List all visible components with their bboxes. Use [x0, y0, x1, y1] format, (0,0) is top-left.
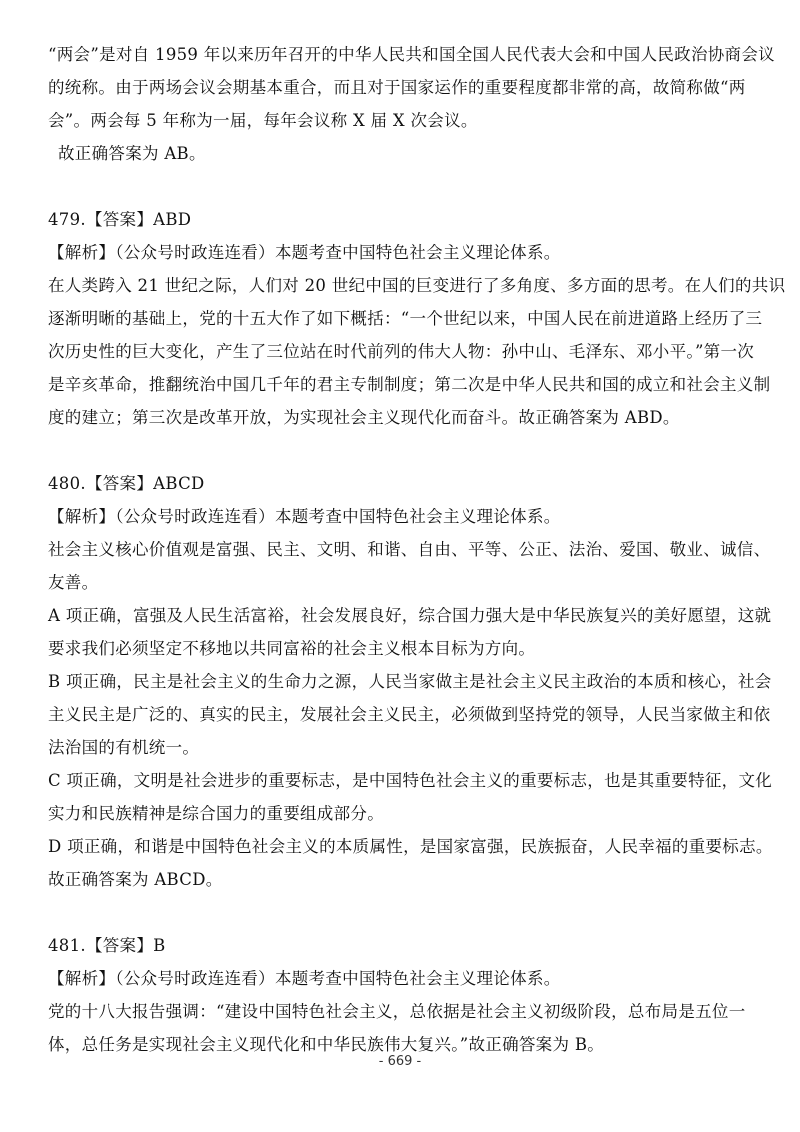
intro-section: [48, 38, 775, 170]
text-line: 故正确答案为 AB。: [58, 144, 206, 163]
text-line: 党的十八大报告强调：“建设中国特色社会主义，总依据是社会主义初级阶段，总布局是五位一: [48, 1002, 746, 1021]
text-line: 次历史性的巨大变化，产生了三位站在时代前列的伟大人物：孙中山、毛泽东、邓小平。”第一次: [48, 342, 755, 361]
text-line: 主义民主是广泛的、真实的民主，发展社会主义民主，必须做到坚持党的领导，人民当家做主和依: [48, 705, 771, 724]
text-line: 逐渐明晰的基础上，党的十五大作了如下概括：“一个世纪以来，中国人民在前进道路上经历了三: [48, 309, 763, 328]
text-line: “两会”是对自 1959 年以来历年召开的中华人民共和国全国人民代表大会和中国人民政治协商会议: [48, 45, 775, 64]
text-line: 要求我们必须坚定不移地以共同富裕的社会主义根本目标为方向。: [48, 639, 536, 658]
text-line: 体，总任务是实现社会主义现代化和中华民族伟大复兴。”故正确答案为 B。: [48, 1035, 605, 1054]
text-line: 【解析】（公众号时政连连看）本题考查中国特色社会主义理论体系。: [48, 969, 561, 988]
text-line: B 项正确，民主是社会主义的生命力之源，人民当家做主是社会主义民主政治的本质和核心，社会: [48, 672, 772, 691]
answer-heading: 479.【答案】ABD: [48, 210, 192, 229]
text-line: C 项正确，文明是社会进步的重要标志，是中国特色社会主义的重要标志，也是其重要特征，文化: [48, 771, 773, 790]
answer-480-section: [48, 467, 773, 896]
text-line: 在人类跨入 21 世纪之际，人们对 20 世纪中国的巨变进行了多角度、多方面的思考。在人们的共识: [48, 276, 786, 295]
answer-heading: 481.【答案】B: [48, 936, 166, 955]
text-line: 实力和民族精神是综合国力的重要组成部分。: [48, 804, 384, 823]
text-line: 会”。两会每 5 年称为一届，每年会议称 X 届 X 次会议。: [48, 111, 478, 130]
text-line: 【解析】（公众号时政连连看）本题考查中国特色社会主义理论体系。: [48, 507, 561, 526]
text-line: 度的建立；第三次是改革开放，为实现社会主义现代化而奋斗。故正确答案为 ABD。: [48, 408, 680, 427]
text-line: D 项正确，和谐是中国特色社会主义的本质属性，是国家富强，民族振奋，人民幸福的重要标志。: [48, 837, 773, 856]
document-page: [48, 38, 786, 1061]
text-line: 【解析】（公众号时政连连看）本题考查中国特色社会主义理论体系。: [48, 243, 561, 262]
text-line: 法治国的有机统一。: [48, 738, 200, 757]
text-line: 社会主义核心价值观是富强、民主、文明、和谐、自由、平等、公正、法治、爱国、敬业、诚信、: [48, 540, 771, 559]
page-number: - 669 -: [378, 1054, 422, 1069]
section-gap: [48, 434, 760, 467]
text-line: 的统称。由于两场会议会期基本重合，而且对于国家运作的重要程度都非常的高，故简称做“两: [48, 78, 746, 97]
section-gap: [48, 896, 760, 929]
text-line: 是辛亥革命，推翻统治中国几千年的君主专制制度；第二次是中华人民共和国的成立和社会主义制: [48, 375, 771, 394]
answer-481-section: [48, 929, 760, 1061]
answer-heading: 480.【答案】ABCD: [48, 474, 205, 493]
section-gap: [48, 170, 760, 203]
text-line: A 项正确，富强及人民生活富裕，社会发展良好，综合国力强大是中华民族复兴的美好愿望，这就: [48, 606, 772, 625]
text-line: 故正确答案为 ABCD。: [48, 870, 223, 889]
answer-479-section: [48, 203, 786, 434]
text-line: 友善。: [48, 573, 99, 592]
